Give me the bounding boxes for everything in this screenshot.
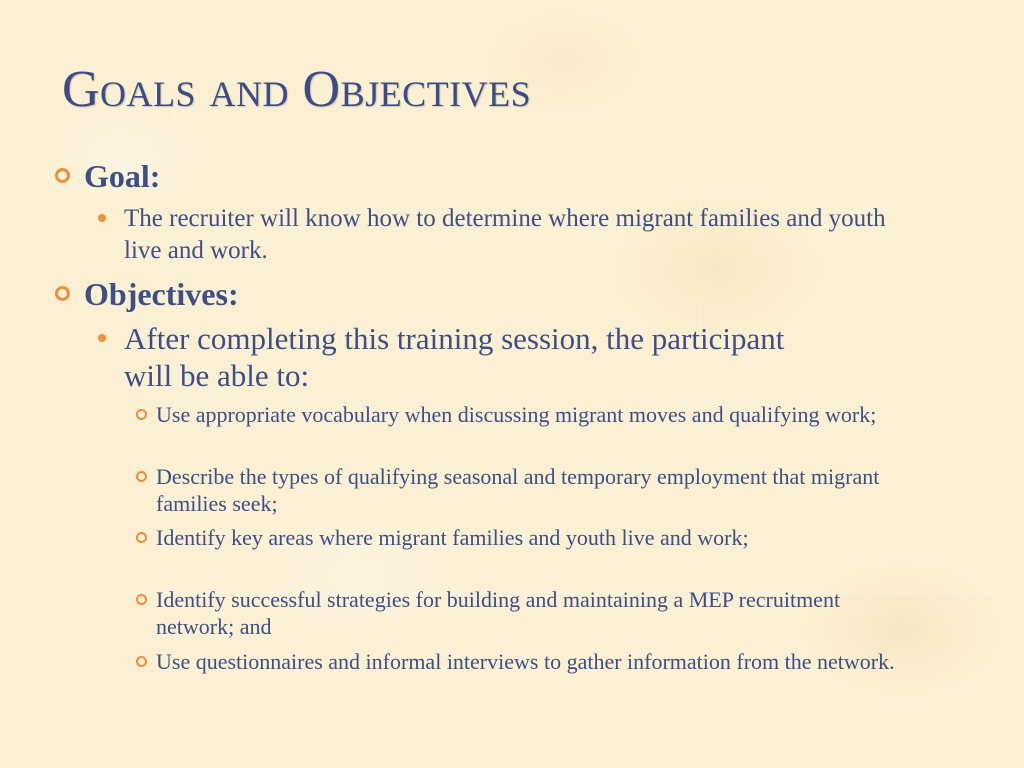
goal-heading-item xyxy=(55,158,160,194)
goal-text: The recruiter will know how to determine where migrant families and youth live and work. xyxy=(124,205,886,264)
ring-bullet-icon xyxy=(136,594,147,605)
objective-item xyxy=(136,524,896,551)
goal-heading: Goal: xyxy=(84,158,161,194)
dot-bullet-icon xyxy=(98,334,106,342)
objective-text: Identify successful strategies for building and maintaining a MEP recruitment network; and xyxy=(156,587,841,639)
ring-bullet-icon xyxy=(136,471,147,482)
objectives-intro-item xyxy=(98,320,824,394)
objectives-heading-item xyxy=(55,276,239,312)
dot-bullet-icon xyxy=(98,214,106,222)
objective-item xyxy=(136,463,896,517)
ring-bullet-icon xyxy=(55,286,70,301)
objective-item xyxy=(136,648,896,675)
objective-text: Identify key areas where migrant families and youth live and work; xyxy=(156,525,749,550)
ring-bullet-icon xyxy=(136,409,147,420)
slide-title: Goals and Objectives xyxy=(62,61,532,118)
objectives-heading: Objectives: xyxy=(84,276,239,312)
ring-bullet-icon xyxy=(136,656,147,667)
objective-text: Use appropriate vocabulary when discussing migrant moves and qualifying work; xyxy=(156,402,877,427)
ring-bullet-icon xyxy=(55,168,70,183)
objective-item xyxy=(136,401,896,428)
objective-text: Describe the types of qualifying seasonal and temporary employment that migrant families seek; xyxy=(156,464,880,516)
objectives-intro: After completing this training session, the participant will be able to: xyxy=(124,321,785,393)
ring-bullet-icon xyxy=(136,532,147,543)
goal-item xyxy=(98,203,924,267)
objective-item xyxy=(136,586,896,640)
objective-text: Use questionnaires and informal interviews to gather information from the network. xyxy=(156,649,895,674)
